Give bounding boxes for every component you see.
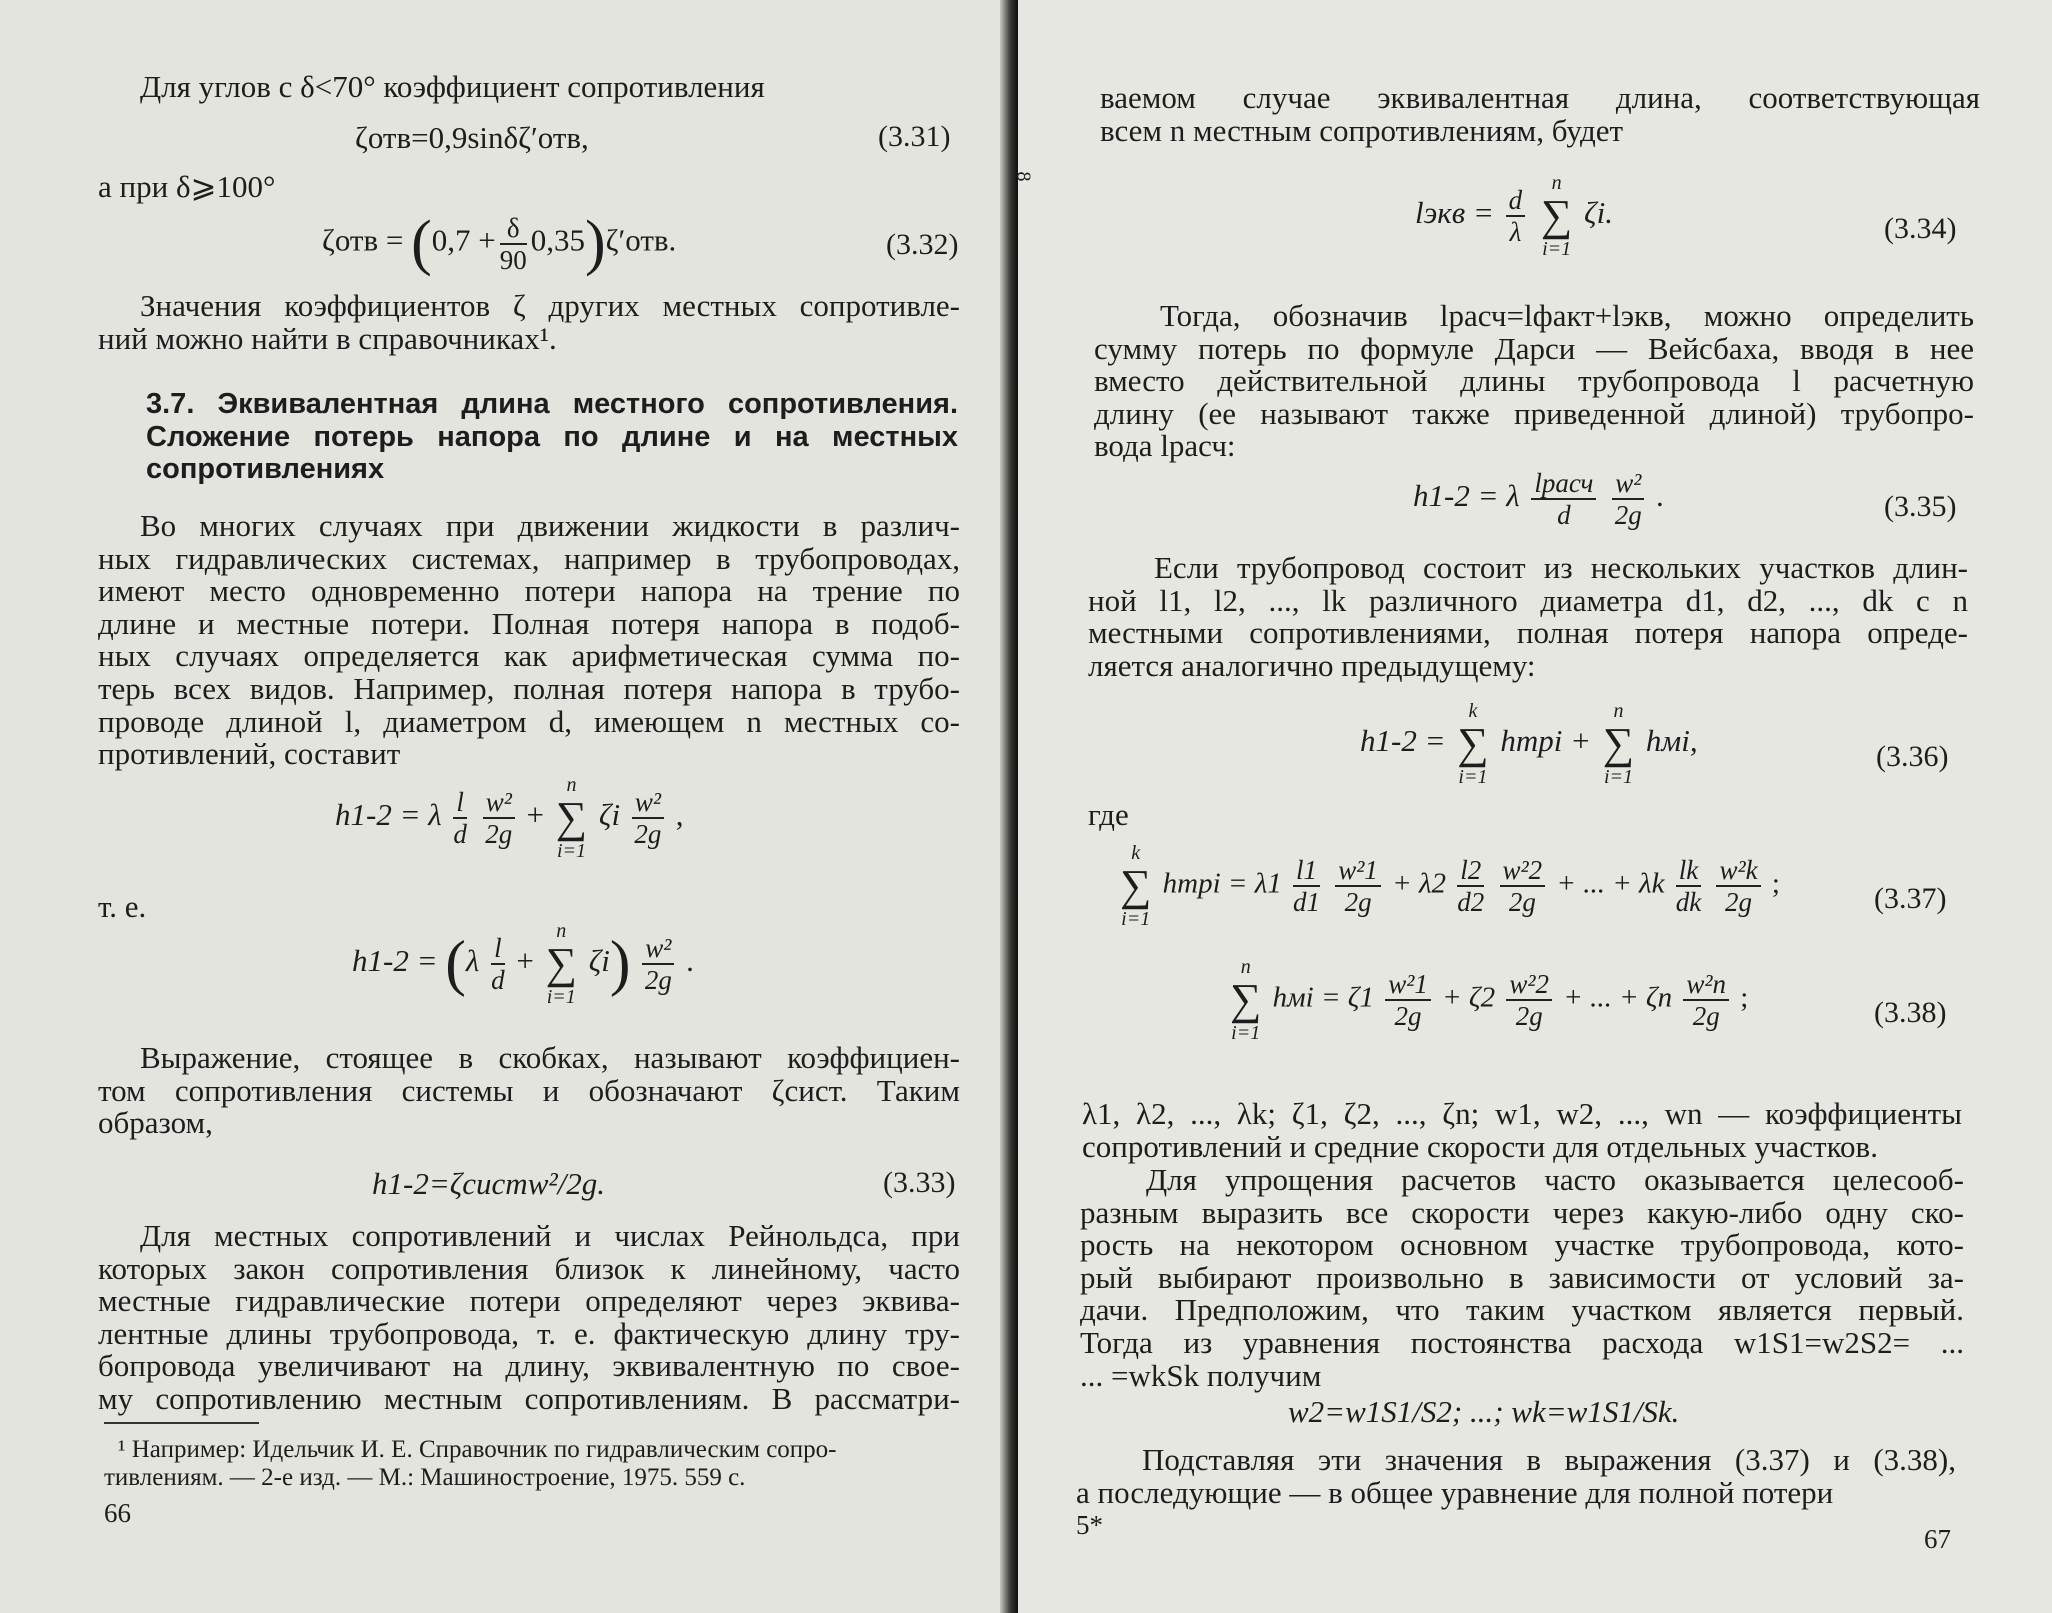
equation-3-32: ζотв = (0,7 + $\frac{\delta}{90}$ 0,35)ζ′отв.: [322, 209, 677, 277]
local-resistance-paragraph: Для местных сопротивлений и числах Рейнольдса, при которых закон сопротивления близок к линейному, часто местные гидравлические потери определяют через эквива- лентные длины трубопровода, т. е. фактическую длину тру- бопровода увеличивают на длину, эквивалентную по свое- му сопротивлению местным сопротивлениям. В рассматри-: [98, 1218, 960, 1416]
equation-number-3-36: (3.36): [1876, 740, 1949, 773]
equation-3-31: ζотв=0,9sinδζ′отв,: [355, 120, 589, 155]
equation-number-3-33: (3.33): [883, 1166, 956, 1199]
where-label: где: [1088, 797, 1129, 832]
eq-3-32-lhs: ζотв =: [322, 222, 412, 258]
left-page: [0, 0, 1010, 1613]
equation-3-33: h1-2=ζсистw²/2g.: [372, 1166, 606, 1201]
equation-number-3-38: (3.38): [1874, 996, 1947, 1029]
right-page: [1012, 0, 2052, 1613]
eq-3-32-b: 0,35: [530, 222, 585, 258]
intro-line: Для углов с δ<70° коэффициент сопротивления: [140, 69, 765, 104]
if-paragraph: Если трубопровод состоит из нескольких участков длин- ной l1, l2, ..., lk различного диаметра d1, d2, ..., dk с n местными сопротивлениями, полная потеря напора опреде- ляется аналогично предыдущему:: [1088, 550, 1968, 683]
te-label: т. е.: [98, 889, 147, 924]
values-paragraph: Значения коэффициентов ζ других местных сопротивле- ний можно найти в справочниках¹.: [98, 288, 960, 356]
equation-3-38: n ∑ i=1 hмi = ζ1 $\frac{\text{w²1}}{2g}$ + ζ2 $\frac{\text{w²2}}{2g}$ + ... + ζn $\frac{\text{w²n}}{2g}$ ;: [1230, 956, 1749, 1044]
eq-3-32-a: 0,7 +: [431, 222, 496, 258]
equation-total-loss: h1-2 = λ $\frac{l}{d}$ $\frac{\text{w²}}{2g}$ + n ∑ i=1 ζi $\frac{\text{w²}}{2g}$ ,: [335, 774, 684, 862]
equation-velocities: w2=w1S1/S2; ...; wk=w1S1/Sk.: [1288, 1394, 1680, 1429]
equation-system-coefficient: h1-2 = (λ $\frac{l}{d}$ + n ∑ i=1 ζi) $\frac{\text{w²}}{2g}$ .: [352, 920, 694, 1008]
margin-mark: 8: [1012, 171, 1035, 182]
section-heading: 3.7. Эквивалентная длина местного сопротивления. Сложение потерь напора по длине и на местных сопротивлениях: [146, 388, 958, 486]
then-paragraph: Тогда, обозначив lрасч=lфакт+lэкв, можно определить сумму потерь по формуле Дарси — Вейсбаха, вводя в нее вместо действительной длины трубопровода l расчетную длину (ее называют также приведенной длиной) трубопро- вода lрасч:: [1094, 298, 1974, 464]
simplify-paragraph: Для упрощения расчетов часто оказывается целесооб- разным выразить все скорости через какую-либо одну ско- рость на некотором основном участке трубопровода, кото- рый выбирают произвольно в зависимости от условий за- дачи. Предположим, что таким участком является первый. Тогда из уравнения постоянства расхода w1S1=w2S2= ... ... =wkSk получим: [1080, 1162, 1964, 1393]
summation-symbol: n ∑ i=1: [555, 774, 588, 862]
equation-number-3-34: (3.34): [1884, 212, 1957, 245]
expression-paragraph: Выражение, стоящее в скобках, называют коэффициен- том сопротивления системы и обозначают ζсист. Таким образом,: [98, 1040, 960, 1141]
equation-number-3-37: (3.37): [1874, 882, 1947, 915]
coefficients-paragraph: λ1, λ2, ..., λk; ζ1, ζ2, ..., ζn; w1, w2, ..., wn — коэффициенты сопротивлений и средние скорости для отдельных участков.: [1082, 1096, 1962, 1164]
signature-mark: 5*: [1076, 1510, 1103, 1540]
equation-number-3-32: (3.32): [886, 228, 959, 261]
footnote-rule: [104, 1422, 259, 1424]
top-paragraph: ваемом случае эквивалентная длина, соответствующая всем n местным сопротивлениям, будет: [1100, 80, 1980, 148]
at-line: а при δ⩾100°: [98, 169, 276, 204]
equation-3-34: lэкв = $\frac{d}{\lambda}$ n ∑ i=1 ζi.: [1415, 172, 1613, 260]
page-number-right: 67: [1924, 1524, 1951, 1554]
main-paragraph: Во многих случаях при движении жидкости в различ- ных гидравлических системах, например в трубопроводах, имеют место одновременно потери напора на трение по длине и местные потери. Полная потеря напора в подоб- ных случаях определяется как арифметическая сумма по- терь всех видов. Например, полная потеря напора в трубо- проводе длиной l, диаметром d, имеющем n местных со- противлений, составит: [98, 508, 960, 772]
equation-number-3-35: (3.35): [1884, 490, 1957, 523]
footnote-line-1: ¹ Например: Идельчик И. Е. Справочник по гидравлическим сопро-: [118, 1436, 837, 1463]
page-number-left: 66: [104, 1498, 131, 1528]
eq-3-32-fraction: $\frac{\delta}{90}$: [499, 212, 527, 275]
equation-3-35: h1-2 = λ $\frac{\text{lрасч}}{d}$ $\frac{\text{w²}}{2g}$ .: [1413, 468, 1664, 530]
eq-3-32-tail: ζ′отв.: [605, 222, 677, 258]
equation-3-37: k ∑ i=1 hтрi = λ1 $\frac{l1}{d1}$ $\frac{\text{w²1}}{2g}$ + λ2 $\frac{l2}{d2}$ $\frac{\text{w²2}}{2g}$ + ... + λk $\frac{lk}{dk}$ $\frac{\text{w²k}}{2g}$ ;: [1120, 842, 1780, 930]
footnote-line-2: тивлениям. — 2-е изд. — М.: Машиностроение, 1975. 559 с.: [104, 1464, 746, 1491]
equation-3-36: h1-2 = k ∑ i=1 hтрi + n ∑ i=1 hмi,: [1360, 700, 1698, 788]
equation-number-3-31: (3.31): [878, 120, 951, 153]
substitute-paragraph: Подставляя эти значения в выражения (3.37) и (3.38), а последующие — в общее уравнение для полной потери: [1076, 1442, 1956, 1510]
